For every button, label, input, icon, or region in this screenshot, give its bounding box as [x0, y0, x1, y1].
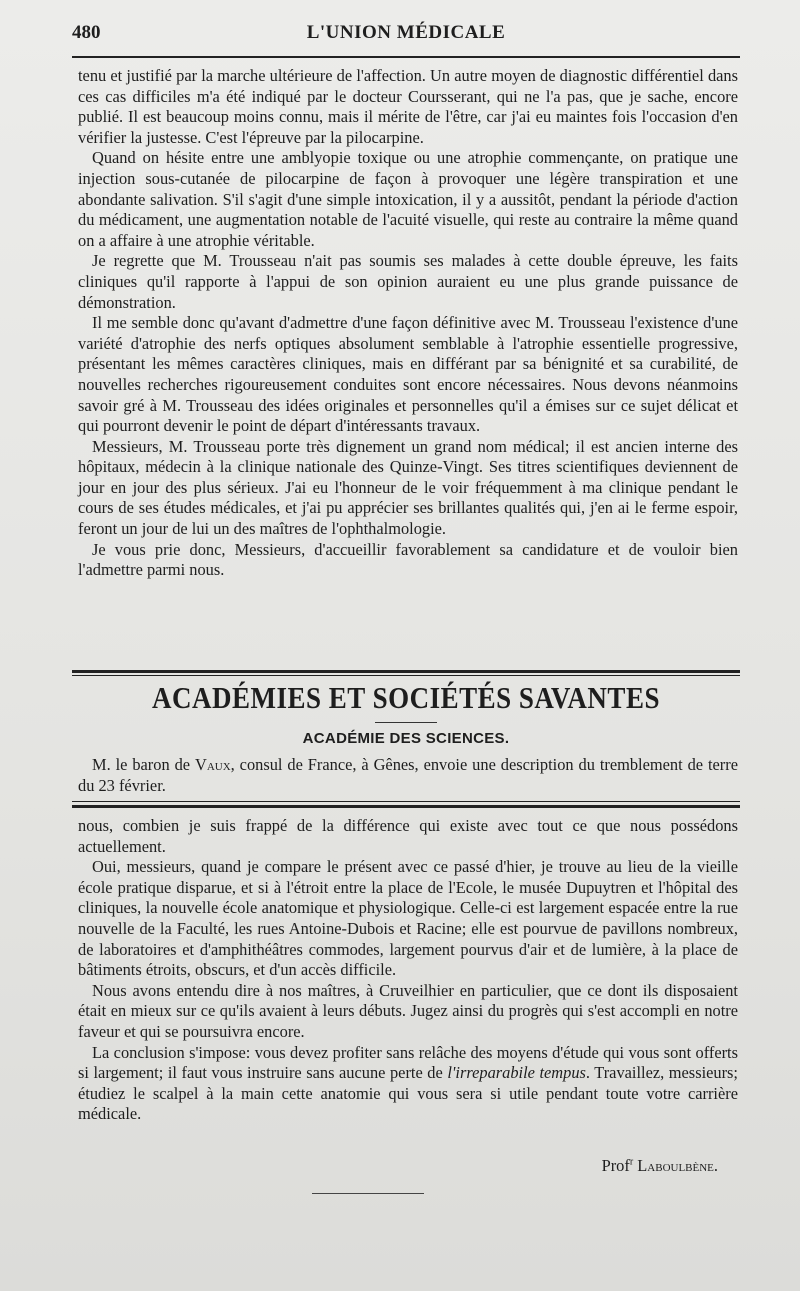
signature — [602, 1156, 718, 1176]
section-rule-bottom-thin — [72, 801, 740, 802]
subtitle-rule — [375, 722, 437, 723]
header-rule — [72, 56, 740, 58]
paragraph: Je regrette que M. Trousseau n'ait pas soumis ses malades à cette double épreuve, les faits cliniques qu'il rapporte à l'appui de son opinion auraient eu une plus grande puissance de démonstration. — [78, 251, 738, 312]
conclusion-paragraph — [78, 1043, 738, 1125]
page-number: 480 — [72, 22, 101, 43]
section-title: ACADÉMIES ET SOCIÉTÉS SAVANTES — [152, 681, 660, 715]
section-rule-top-thin — [72, 675, 740, 676]
paragraph: nous, combien je suis frappé de la différence qui existe avec tout ce que nous possédons actuellement. — [78, 816, 738, 856]
latin-phrase: l'irreparabile tempus — [447, 1063, 586, 1083]
signature-title-sup: r — [629, 1156, 634, 1168]
section-subtitle: ACADÉMIE DES SCIENCES. — [302, 730, 510, 747]
paragraph: Messieurs, M. Trousseau porte très dignement un grand nom médical; il est ancien interne des hôpitaux, médecin à la clinique nationale des Quinze-Vingt. Ses titres scientifiques deviennent de jour en jour des plus sérieux. J'ai eu l'honneur de le voir fréquemment à ma clinique pendant le cours de ses études médicales, et j'ai pu apprécier ses brillantes qualités qui, j'en ai le ferme espoir, feront un jour de lui un des maîtres de l'ophthalmologie. — [78, 436, 738, 539]
signature-title: Prof — [601, 1156, 630, 1175]
notice-paragraph — [78, 755, 738, 796]
paragraph: tenu et justifié par la marche ultérieure de l'affection. Un autre moyen de diagnostic différentiel dans ces cas difficiles m'a été indiqué par le docteur Coursserant, qui ne l'a pas, que je sache, encore publié. Il est beaucoup moins connu, mais il mérite de l'être, car j'ai eu maintes fois l'occasion d'en vérifier la justesse. C'est l'épreuve par la pilocarpine. — [78, 66, 738, 147]
running-head: L'UNION MÉDICALE — [306, 22, 506, 43]
academy-notice — [78, 755, 738, 796]
conclusion-text-end: . Travaillez, messieurs; étudiez le scalpel à la main cette anatomie qui vous sera si utile pendant toute votre carrière médicale. — [78, 1063, 738, 1124]
signature-name: Laboulbène. — [637, 1156, 718, 1175]
paragraph: Il me semble donc qu'avant d'admettre d'une façon définitive avec M. Trousseau l'existence d'une variété d'atrophie des nerfs optiques absolument semblable à l'atrophie essentielle progressive, présentant les mêmes caractères cliniques, mais en différant par sa bénignité et sa curabilité, de nouvelles recherches rigoureusement conduites sont encore nécessaires. Nous devons néanmoins savoir gré à M. Trousseau des idées originales et personnelles qu'il a émises sur ce sujet délicat et qui pourront devenir le point de départ d'intéressants travaux. — [78, 313, 738, 436]
notice-prefix: M. le baron de — [92, 755, 195, 774]
upper-article — [78, 66, 738, 581]
page-header — [72, 20, 740, 50]
section-rule-bottom — [72, 805, 740, 808]
lower-article — [78, 816, 738, 1125]
paragraph: Oui, messieurs, quand je compare le présent avec ce passé d'hier, je trouve au lieu de la vieille école pratique disparue, et si à l'étroit entre la place de l'Ecole, le musée Dupuytren et l'hôpital des cliniques, la nouvelle école anatomique et physiologique. Celle-ci est largement espacée entre la rue nouvelle de la Faculté, les rues Antoine-Dubois et Racine; elle est pourvue de pavillons nombreux, de laboratoires et d'amphithéâtres commodes, largement pourvus d'air et de lumière, à la place de bâtiments étroits, obscurs, et d'un accès difficile. — [78, 857, 738, 980]
end-rule — [312, 1193, 424, 1194]
section-rule-top — [72, 670, 740, 673]
notice-name: Vaux — [194, 755, 231, 774]
paragraph: Nous avons entendu dire à nos maîtres, à Cruveilhier en particulier, que ce dont ils disposaient était en mieux sur ce qu'ils avaient à leurs débuts. Jugez ainsi du progrès qui s'est accompli en notre faveur et qui se poursuivra encore. — [78, 980, 738, 1041]
conclusion-text: La conclusion s'impose: vous devez profiter sans relâche des moyens d'étude qui vous sont offerts si largement; il faut vous instruire sans aucune perte de — [78, 1042, 738, 1083]
paragraph: Quand on hésite entre une amblyopie toxique ou une atrophie commençante, on pratique une injection sous-cutanée de pilocarpine de façon à provoquer une légère transpiration et une abondante salivation. S'il s'agit d'une simple intoxication, il y a aussitôt, pendant la période d'action du médicament, une augmentation notable de l'acuité visuelle, qui reste au contraire la même quand on a affaire à une atrophie véritable. — [78, 148, 738, 250]
notice-rest: , consul de France, à Gênes, envoie une description du tremblement de terre du 23 février. — [78, 755, 738, 795]
paragraph: Je vous prie donc, Messieurs, d'accueillir favorablement sa candidature et de vouloir bien l'admettre parmi nous. — [78, 539, 738, 580]
